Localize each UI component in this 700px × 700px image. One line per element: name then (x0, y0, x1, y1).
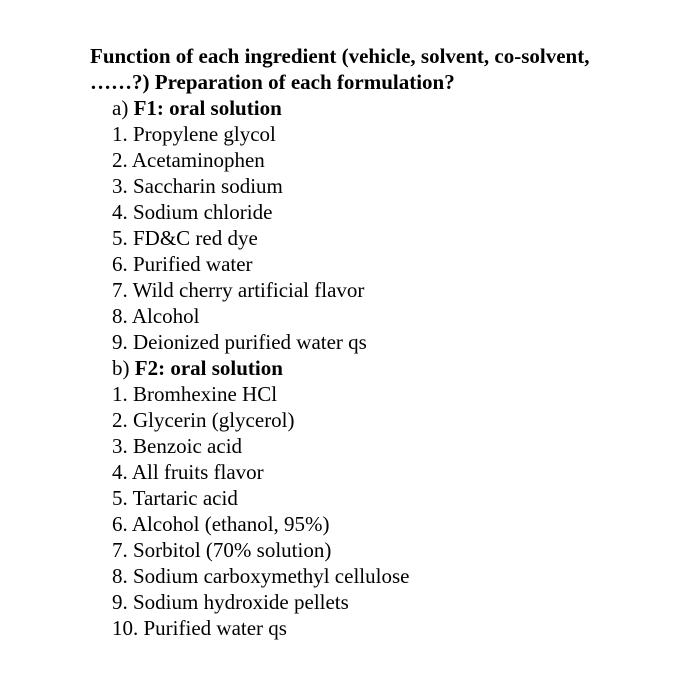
section-title (112, 355, 672, 381)
list-item: 2. Glycerin (glycerol) (112, 408, 295, 432)
section-f2 (112, 355, 672, 641)
list-item: 4. Sodium chloride (112, 200, 273, 224)
list-item: 2. Acetaminophen (112, 148, 265, 172)
list-item: 3. Saccharin sodium (112, 174, 283, 198)
list-item: 6. Alcohol (ethanol, 95%) (112, 512, 330, 536)
section-name: F1: oral solution (133, 96, 282, 120)
ingredient-list (112, 121, 672, 355)
list-item: 8. Alcohol (112, 304, 200, 328)
list-item: 9. Deionized purified water qs (112, 330, 367, 354)
list-item: 1. Bromhexine HCl (112, 382, 278, 406)
section-label: b) (112, 356, 130, 380)
list-item: 7. Wild cherry artificial flavor (112, 278, 365, 302)
heading-line-1: Function of each ingredient (vehicle, solvent, co-solvent, (90, 44, 590, 68)
list-item: 7. Sorbitol (70% solution) (112, 538, 332, 562)
question-heading (90, 43, 690, 95)
list-item: 3. Benzoic acid (112, 434, 243, 458)
list-item: 9. Sodium hydroxide pellets (112, 590, 349, 614)
section-label: a) (112, 96, 129, 120)
section-f1 (112, 95, 672, 355)
list-item: 5. Tartaric acid (112, 486, 238, 510)
ingredient-list (112, 381, 672, 641)
list-item: 5. FD&C red dye (112, 226, 258, 250)
list-item: 8. Sodium carboxymethyl cellulose (112, 564, 410, 588)
list-item: 1. Propylene glycol (112, 122, 276, 146)
section-title (112, 95, 672, 121)
section-name: F2: oral solution (134, 356, 283, 380)
list-item: 10. Purified water qs (112, 616, 287, 640)
heading-line-2: ……?) Preparation of each formulation? (90, 70, 455, 94)
list-item: 6. Purified water (112, 252, 253, 276)
list-item: 4. All fruits flavor (112, 460, 264, 484)
